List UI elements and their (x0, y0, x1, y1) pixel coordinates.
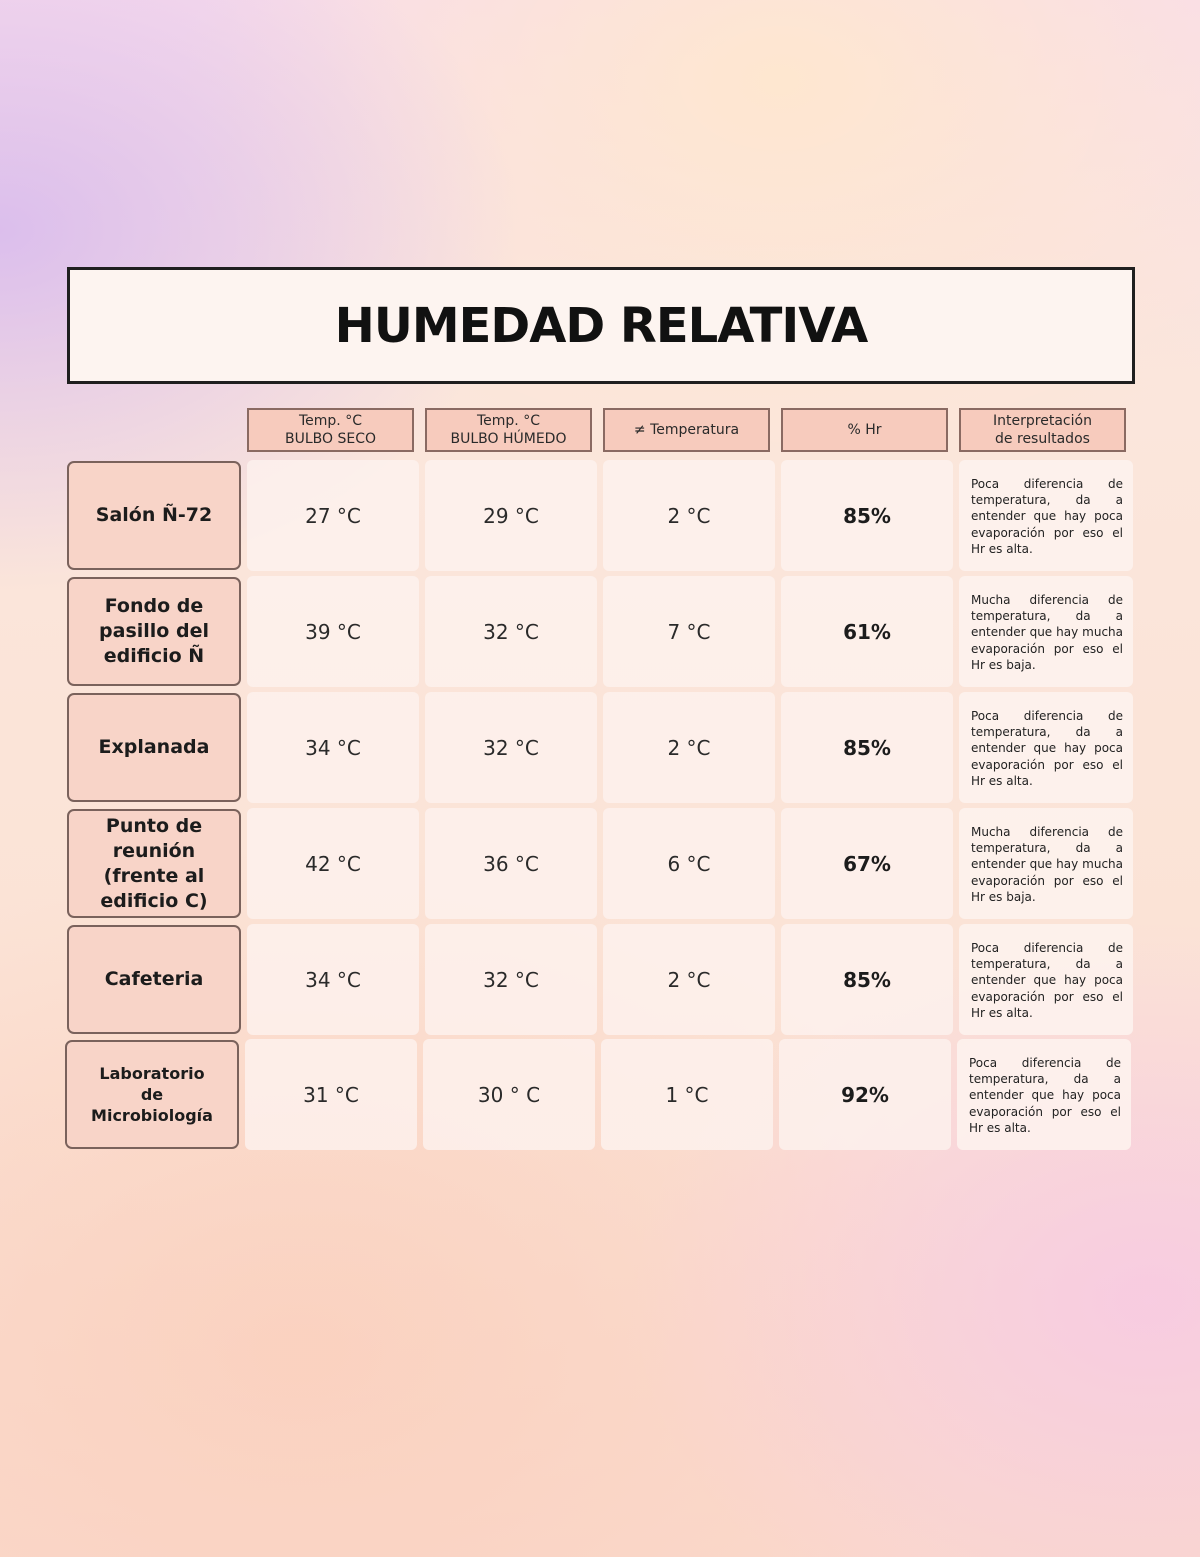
cell-hr: 67% (781, 808, 953, 919)
cell-bulbo-humedo: 32 °C (425, 692, 597, 803)
cell-interpretacion: Poca diferencia de temperatura, da a entender que hay poca evaporación por eso el Hr es alta. (957, 1039, 1131, 1150)
cell-diferencia: 6 °C (603, 808, 775, 919)
cell-diferencia: 2 °C (603, 924, 775, 1035)
cell-bulbo-seco: 42 °C (247, 808, 419, 919)
cell-interpretacion: Poca diferencia de temperatura, da a entender que hay poca evaporación por eso el Hr es alta. (959, 692, 1133, 803)
row-label: Punto de reunión (frente al edificio C) (67, 809, 241, 918)
header-interpretacion: Interpretación de resultados (959, 408, 1126, 452)
cell-hr: 92% (779, 1039, 951, 1150)
cell-bulbo-humedo: 32 °C (425, 924, 597, 1035)
cell-hr: 85% (781, 692, 953, 803)
cell-bulbo-humedo: 32 °C (425, 576, 597, 687)
cell-bulbo-seco: 31 °C (245, 1039, 417, 1150)
cell-diferencia: 7 °C (603, 576, 775, 687)
cell-interpretacion: Mucha diferencia de temperatura, da a entender que hay mucha evaporación por eso el Hr es baja. (959, 576, 1133, 687)
cell-hr: 61% (781, 576, 953, 687)
row-label: Cafeteria (67, 925, 241, 1034)
row-label: Fondo de pasillo del edificio Ñ (67, 577, 241, 686)
page-title: HUMEDAD RELATIVA (334, 297, 868, 354)
cell-hr: 85% (781, 924, 953, 1035)
cell-interpretacion: Poca diferencia de temperatura, da a entender que hay poca evaporación por eso el Hr es alta. (959, 460, 1133, 571)
row-label: Explanada (67, 693, 241, 802)
cell-interpretacion: Mucha diferencia de temperatura, da a entender que hay mucha evaporación por eso el Hr es baja. (959, 808, 1133, 919)
cell-bulbo-humedo: 29 °C (425, 460, 597, 571)
header-diferencia-temperatura: ≠ Temperatura (603, 408, 770, 452)
cell-bulbo-humedo: 30 ° C (423, 1039, 595, 1150)
cell-hr: 85% (781, 460, 953, 571)
cell-diferencia: 1 °C (601, 1039, 773, 1150)
cell-bulbo-seco: 34 °C (247, 692, 419, 803)
header-bulbo-humedo: Temp. °C BULBO HÚMEDO (425, 408, 592, 452)
cell-diferencia: 2 °C (603, 692, 775, 803)
cell-bulbo-seco: 27 °C (247, 460, 419, 571)
cell-bulbo-humedo: 36 °C (425, 808, 597, 919)
cell-bulbo-seco: 39 °C (247, 576, 419, 687)
header-humedad-relativa: % Hr (781, 408, 948, 452)
cell-bulbo-seco: 34 °C (247, 924, 419, 1035)
header-bulbo-seco: Temp. °C BULBO SECO (247, 408, 414, 452)
cell-interpretacion: Poca diferencia de temperatura, da a entender que hay poca evaporación por eso el Hr es alta. (959, 924, 1133, 1035)
title-box (67, 267, 1135, 384)
cell-diferencia: 2 °C (603, 460, 775, 571)
row-label: Laboratorio de Microbiología (65, 1040, 239, 1149)
row-label: Salón Ñ-72 (67, 461, 241, 570)
